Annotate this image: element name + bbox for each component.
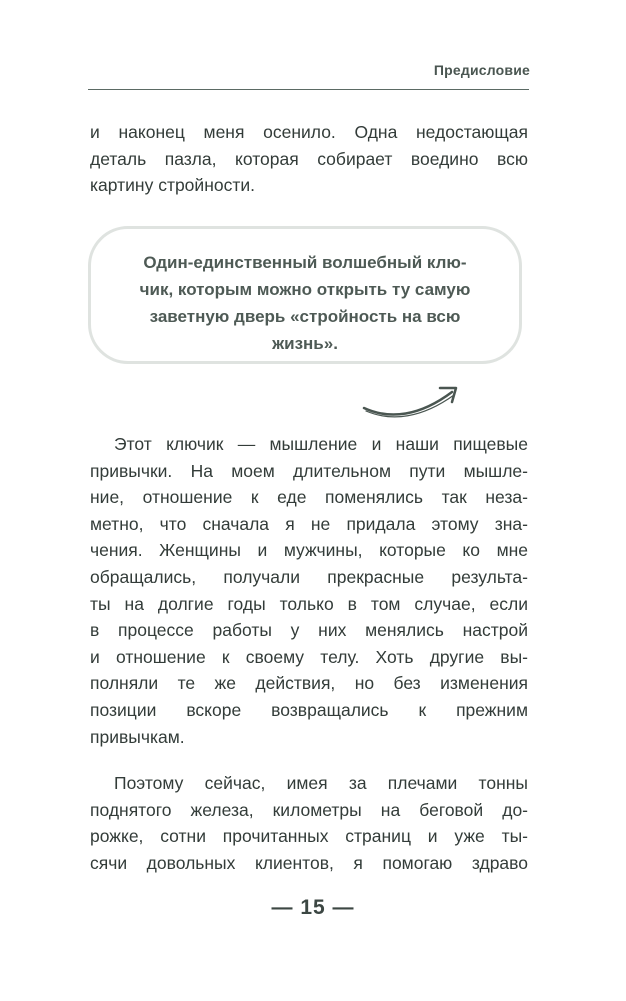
paragraph-3 bbox=[90, 770, 528, 876]
callout-line: Один-единственный волшебный клю- bbox=[143, 253, 467, 272]
text-line: привычкам. bbox=[90, 726, 185, 747]
text-line: рожке, сотни прочитанных страниц и уже ты- bbox=[90, 826, 528, 847]
callout-line: заветную дверь «стройность на всю bbox=[149, 307, 461, 326]
text-line: метно, что сначала я не придала этому зна- bbox=[90, 513, 528, 534]
header-divider bbox=[88, 89, 529, 90]
paragraph-1 bbox=[90, 119, 528, 199]
callout-box bbox=[88, 226, 522, 364]
callout-text bbox=[91, 249, 519, 357]
paragraph-2 bbox=[90, 431, 528, 750]
text-line: обращались, получали прекрасные результа- bbox=[90, 566, 528, 587]
text-line: полняли те же действия, но без изменения bbox=[90, 673, 528, 694]
text-line: деталь пазла, которая собирает воедино всю bbox=[90, 148, 528, 169]
text-line: картину стройности. bbox=[90, 175, 255, 196]
text-line: поднятого железа, километры на беговой до- bbox=[90, 799, 528, 820]
callout-line: чик, которым можно открыть ту самую bbox=[139, 280, 471, 299]
text-line: Этот ключик — мышление и наши пищевые bbox=[114, 434, 528, 454]
text-line: ние, отношение к еде поменялись так неза- bbox=[90, 487, 528, 508]
curved-arrow-icon bbox=[360, 380, 470, 420]
text-line: и отношение к своему телу. Хоть другие вы- bbox=[90, 646, 528, 667]
text-line: чения. Женщины и мужчины, которые ко мне bbox=[90, 540, 528, 561]
text-line: сячи довольных клиентов, я помогаю здраво bbox=[90, 852, 528, 873]
text-line: позиции вскоре возвращались к прежним bbox=[90, 699, 528, 720]
text-line: привычки. На моем длительном пути мышле- bbox=[90, 460, 528, 481]
text-line: Поэтому сейчас, имея за плечами тонны bbox=[114, 773, 528, 793]
running-head-title: Предисловие bbox=[433, 62, 530, 78]
text-line: в процессе работы у них менялись настрой bbox=[90, 620, 528, 641]
callout-line: жизнь». bbox=[272, 334, 338, 353]
page-number: — 15 — bbox=[271, 896, 355, 919]
text-line: и наконец меня осенило. Одна недостающая bbox=[90, 122, 528, 142]
text-line: ты на долгие годы только в том случае, если bbox=[90, 593, 528, 614]
